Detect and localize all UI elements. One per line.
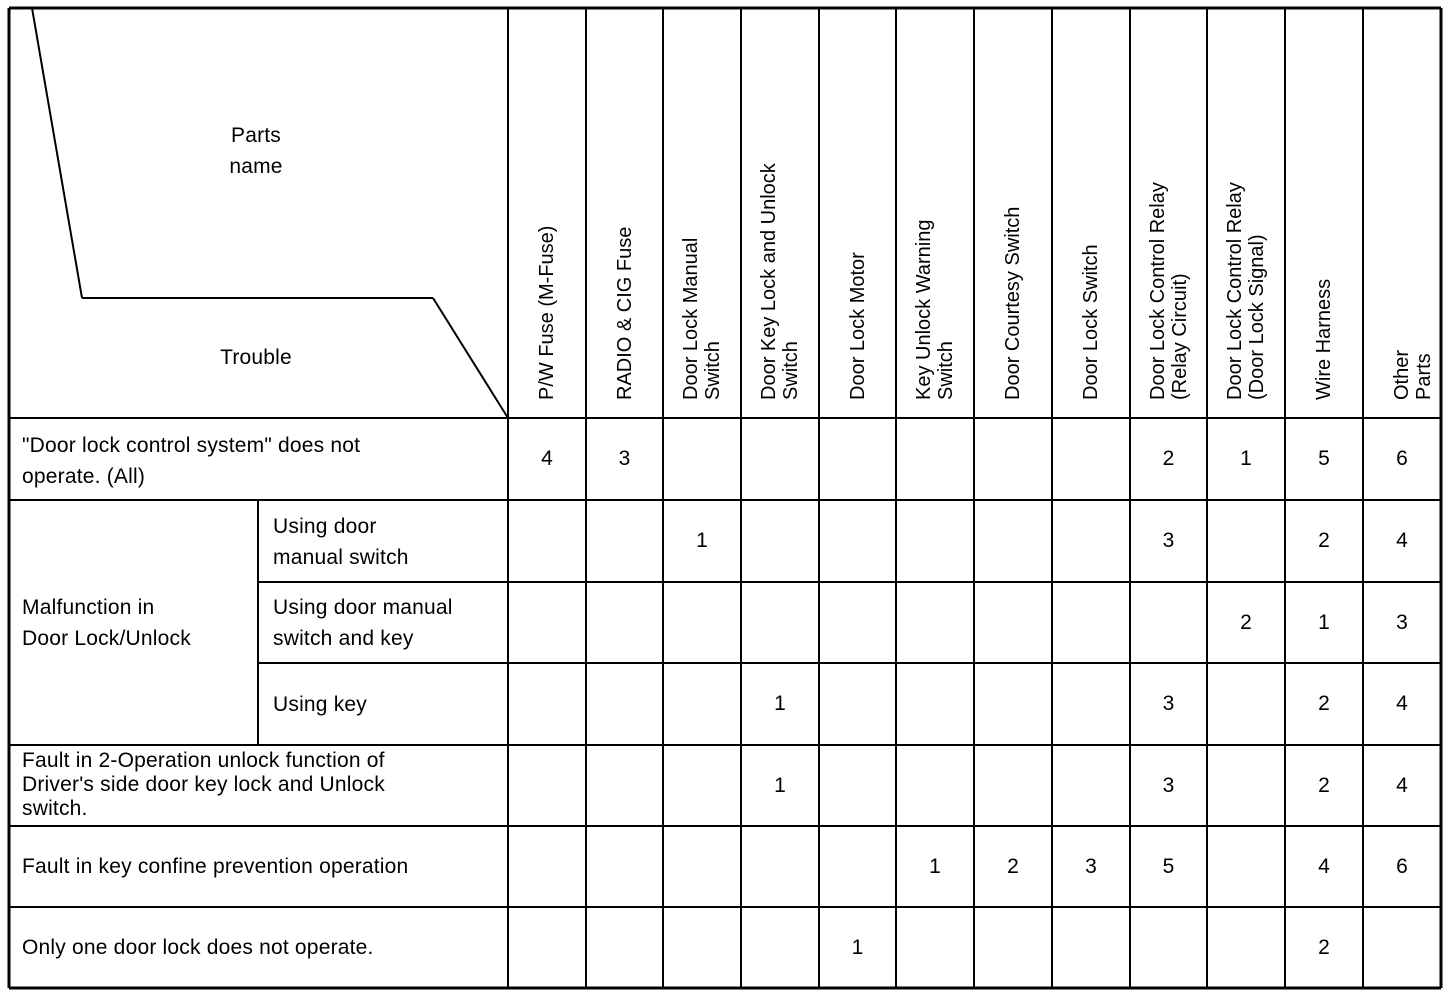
cell-value: 2	[1318, 773, 1330, 797]
cell-value: 4	[1318, 854, 1330, 878]
cell-value: 4	[541, 447, 553, 470]
column-header: Door Key Lock and Unlock Switch	[758, 163, 802, 400]
cell-value: 2	[1318, 935, 1330, 959]
corner-diagonal-line	[32, 8, 82, 298]
cell-value: 4	[1396, 692, 1408, 715]
cell-value: 1	[1240, 447, 1252, 470]
column-header: Other Parts	[1391, 349, 1435, 400]
corner-parts-label: Parts name	[229, 124, 283, 178]
column-header: Key Unlock Warning Switch	[913, 219, 957, 400]
cell-value: 3	[1162, 773, 1175, 797]
cell-value: 6	[1396, 854, 1408, 878]
sub-manual-switch-key-label: Using door manual switch and key	[273, 596, 453, 650]
corner-trouble-label: Trouble	[220, 346, 292, 369]
cell-value: 2	[1007, 854, 1019, 878]
sub-manual-switch-label: Using door manual switch	[273, 515, 409, 569]
sub-key-label: Using key	[273, 693, 368, 716]
cell-value: 3	[1162, 529, 1175, 552]
cell-value: 5	[1162, 854, 1175, 878]
cell-value: 2	[1318, 529, 1330, 552]
column-header: Door Lock Switch	[1080, 244, 1102, 400]
cell-value: 1	[696, 529, 708, 552]
cell-value: 3	[1085, 854, 1097, 878]
column-header: RADIO & CIG Fuse	[613, 226, 636, 400]
column-header: Door Lock Control Relay (Door Lock Signal)	[1224, 182, 1268, 400]
cell-value: 1	[774, 773, 786, 797]
cell-value: 3	[618, 447, 631, 470]
corner-diagonal-line	[433, 298, 508, 418]
column-header: Door Lock Manual Switch	[680, 237, 724, 400]
column-header: Door Courtesy Switch	[1002, 206, 1024, 400]
cell-value: 2	[1162, 447, 1175, 470]
cell-value: 3	[1162, 692, 1175, 715]
column-header: P/W Fuse (M-Fuse)	[536, 225, 558, 400]
cell-value: 1	[851, 935, 864, 959]
cell-value: 4	[1396, 773, 1408, 797]
cell-value: 1	[1318, 610, 1330, 634]
trouble-two-operation-label: Fault in 2-Operation unlock function of Driver's side door key lock and Unlock switch.	[22, 749, 385, 820]
cell-value: 1	[929, 854, 941, 878]
column-header: Wire Harness	[1313, 278, 1335, 400]
cell-value: 4	[1396, 529, 1408, 552]
cell-value: 1	[774, 692, 786, 715]
trouble-all-label: "Door lock control system" does not operate. (All)	[22, 434, 361, 488]
malfunction-group-label: Malfunction in Door Lock/Unlock	[22, 596, 191, 650]
cell-value: 2	[1318, 692, 1330, 715]
cell-value: 2	[1240, 610, 1252, 634]
cell-value: 5	[1318, 447, 1330, 470]
cell-value: 3	[1396, 610, 1408, 634]
trouble-one-door-label: Only one door lock does not operate.	[22, 936, 374, 959]
column-header: Door Lock Motor	[846, 252, 869, 400]
column-header: Door Lock Control Relay (Relay Circuit)	[1146, 182, 1191, 400]
trouble-key-confine-label: Fault in key confine prevention operation	[22, 855, 409, 878]
cell-value: 6	[1396, 447, 1408, 470]
